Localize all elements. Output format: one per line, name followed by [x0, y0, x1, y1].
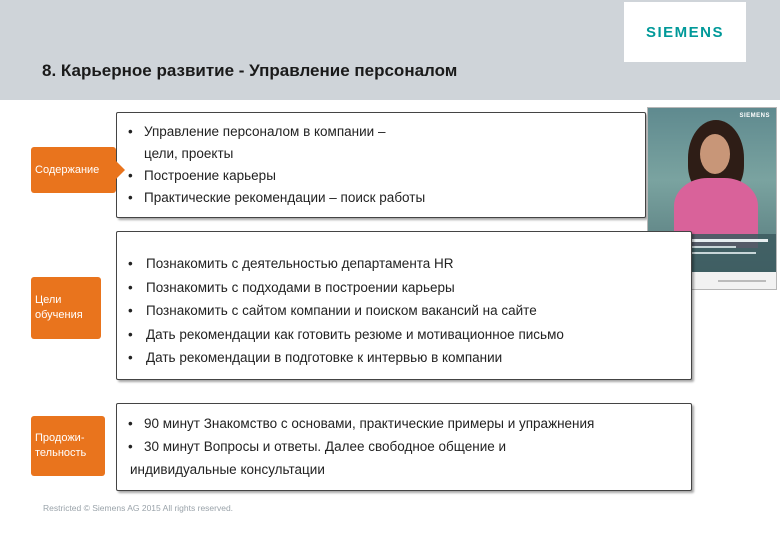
label-contents-text: Содержание	[35, 163, 100, 176]
siemens-logo	[624, 2, 746, 62]
goals-list	[126, 252, 686, 370]
list-item: • Познакомить с сайтом компании и поиском вакансий на сайте	[126, 299, 686, 323]
list-item: • Построение карьеры	[126, 165, 636, 187]
list-item: • 30 минут Вопросы и ответы. Далее свободное общение и	[126, 435, 686, 458]
contents-list	[126, 121, 636, 209]
list-item: • Познакомить с подходами в построении карьеры	[126, 276, 686, 300]
label-goals-line2: обучения	[35, 309, 83, 321]
label-goals	[31, 277, 101, 339]
list-item-continuation: цели, проекты	[144, 146, 234, 161]
list-item: • Дать рекомендации как готовить резюме и мотивационное письмо	[126, 323, 686, 347]
list-item: • Дать рекомендации в подготовке к интервью в компании	[126, 346, 686, 370]
label-duration-line2: тельность	[35, 447, 87, 459]
list-item: • Управление персоналом в компании – цели, проекты	[126, 121, 636, 165]
list-item-continuation: индивидуальные консультации	[130, 462, 325, 477]
label-contents	[31, 147, 116, 193]
label-arrow-contents	[116, 161, 125, 179]
brochure-brand-mark: SIEMENS	[739, 113, 770, 119]
slide-title: 8. Карьерное развитие - Управление персоналом	[42, 61, 458, 80]
duration-list	[126, 412, 686, 481]
list-item: • Практические рекомендации – поиск работы	[126, 187, 636, 209]
logo-text: SIEMENS	[645, 23, 724, 41]
footer-copyright: Restricted © Siemens AG 2015 All rights reserved.	[43, 503, 234, 513]
list-item: • 90 минут Знакомство с основами, практические примеры и упражнения	[126, 412, 686, 435]
label-duration-line1: Продожи-	[35, 432, 85, 444]
label-goals-line1: Цели	[35, 294, 62, 306]
list-item: • Познакомить с деятельностью департамента HR	[126, 252, 686, 276]
label-duration	[31, 416, 105, 476]
